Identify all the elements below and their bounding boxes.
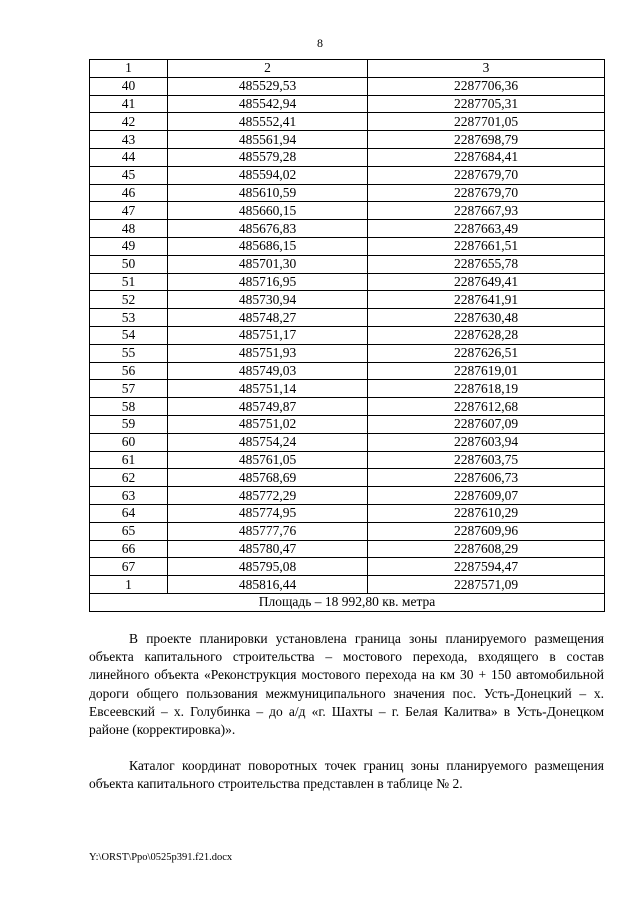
cell-point: 61 — [90, 451, 168, 469]
cell-y: 2287628,28 — [368, 326, 605, 344]
footer-file-path: Y:\ORST\Ppo\0525p391.f21.docx — [89, 852, 233, 863]
area-row — [90, 593, 605, 611]
table-row — [90, 131, 605, 149]
cell-x: 485795,08 — [168, 558, 368, 576]
cell-x: 485676,83 — [168, 220, 368, 238]
cell-y: 2287630,48 — [368, 309, 605, 327]
cell-x: 485701,30 — [168, 255, 368, 273]
cell-x: 485777,76 — [168, 522, 368, 540]
cell-point: 59 — [90, 415, 168, 433]
area-cell: Площадь – 18 992,80 кв. метра — [90, 593, 605, 611]
cell-point: 67 — [90, 558, 168, 576]
paragraph-catalog-reference: Каталог координат поворотных точек границ зоны планируемого размещения объекта капитального строительства представлен в таблице № 2. — [89, 758, 604, 792]
cell-x: 485542,94 — [168, 95, 368, 113]
cell-x: 485660,15 — [168, 202, 368, 220]
cell-point: 49 — [90, 237, 168, 255]
cell-y: 2287603,75 — [368, 451, 605, 469]
cell-y: 2287684,41 — [368, 148, 605, 166]
cell-x: 485748,27 — [168, 309, 368, 327]
cell-point: 53 — [90, 309, 168, 327]
table-row — [90, 558, 605, 576]
header-cell-point: 1 — [90, 60, 168, 78]
cell-y: 2287679,70 — [368, 184, 605, 202]
cell-x: 485751,14 — [168, 380, 368, 398]
table-row — [90, 166, 605, 184]
cell-y: 2287698,79 — [368, 131, 605, 149]
cell-x: 485579,28 — [168, 148, 368, 166]
cell-y: 2287641,91 — [368, 291, 605, 309]
table-row — [90, 522, 605, 540]
cell-y: 2287655,78 — [368, 255, 605, 273]
table-row — [90, 326, 605, 344]
cell-y: 2287609,07 — [368, 487, 605, 505]
cell-point: 48 — [90, 220, 168, 238]
table-row — [90, 113, 605, 131]
cell-x: 485774,95 — [168, 504, 368, 522]
cell-y: 2287706,36 — [368, 77, 605, 95]
cell-y: 2287619,01 — [368, 362, 605, 380]
table-row — [90, 380, 605, 398]
cell-x: 485594,02 — [168, 166, 368, 184]
table-row — [90, 309, 605, 327]
cell-x: 485751,02 — [168, 415, 368, 433]
table-row — [90, 415, 605, 433]
cell-y: 2287661,51 — [368, 237, 605, 255]
cell-point: 40 — [90, 77, 168, 95]
cell-x: 485730,94 — [168, 291, 368, 309]
cell-x: 485780,47 — [168, 540, 368, 558]
table-row — [90, 202, 605, 220]
cell-x: 485749,03 — [168, 362, 368, 380]
cell-x: 485816,44 — [168, 576, 368, 594]
cell-y: 2287667,93 — [368, 202, 605, 220]
table-row — [90, 540, 605, 558]
cell-point: 66 — [90, 540, 168, 558]
cell-y: 2287618,19 — [368, 380, 605, 398]
cell-x: 485768,69 — [168, 469, 368, 487]
cell-x: 485610,59 — [168, 184, 368, 202]
table-row — [90, 487, 605, 505]
table-row — [90, 255, 605, 273]
header-cell-x: 2 — [168, 60, 368, 78]
cell-point: 51 — [90, 273, 168, 291]
cell-point: 41 — [90, 95, 168, 113]
cell-x: 485552,41 — [168, 113, 368, 131]
cell-point: 43 — [90, 131, 168, 149]
cell-y: 2287610,29 — [368, 504, 605, 522]
table-row — [90, 469, 605, 487]
cell-point: 57 — [90, 380, 168, 398]
cell-point: 47 — [90, 202, 168, 220]
table-header-row — [90, 60, 605, 78]
cell-x: 485751,93 — [168, 344, 368, 362]
table-row — [90, 398, 605, 416]
table-row — [90, 237, 605, 255]
table-row — [90, 273, 605, 291]
cell-y: 2287606,73 — [368, 469, 605, 487]
table-row — [90, 77, 605, 95]
cell-point: 50 — [90, 255, 168, 273]
cell-point: 60 — [90, 433, 168, 451]
cell-y: 2287701,05 — [368, 113, 605, 131]
cell-x: 485686,15 — [168, 237, 368, 255]
cell-point: 54 — [90, 326, 168, 344]
cell-point: 46 — [90, 184, 168, 202]
paragraph-boundary-description: В проекте планировки установлена граница зоны планируемого размещения объекта капитального строительства – мостового перехода, входящего в состав линейного объекта «Реконструкция мостового перехода на км 30 + 150 автомобильной дороги общего пользования межмуниципального значения пос. Усть-Донецкий – х. Евсеевский – х. Голубинка – до а/д «г. Шахты – г. Белая Калитва» в Усть-Донецком районе (корректировка)». — [89, 631, 604, 738]
header-cell-y: 3 — [368, 60, 605, 78]
table-row — [90, 362, 605, 380]
cell-x: 485751,17 — [168, 326, 368, 344]
cell-y: 2287649,41 — [368, 273, 605, 291]
page-number: 8 — [317, 36, 323, 50]
cell-point: 62 — [90, 469, 168, 487]
cell-point: 63 — [90, 487, 168, 505]
cell-point: 55 — [90, 344, 168, 362]
cell-y: 2287603,94 — [368, 433, 605, 451]
table-row — [90, 344, 605, 362]
cell-x: 485716,95 — [168, 273, 368, 291]
cell-point: 44 — [90, 148, 168, 166]
cell-point: 65 — [90, 522, 168, 540]
cell-y: 2287612,68 — [368, 398, 605, 416]
cell-x: 485749,87 — [168, 398, 368, 416]
cell-y: 2287571,09 — [368, 576, 605, 594]
cell-y: 2287626,51 — [368, 344, 605, 362]
cell-x: 485561,94 — [168, 131, 368, 149]
table-row — [90, 220, 605, 238]
table-row — [90, 184, 605, 202]
coordinates-table — [89, 59, 605, 612]
cell-y: 2287663,49 — [368, 220, 605, 238]
cell-point: 64 — [90, 504, 168, 522]
cell-y: 2287609,96 — [368, 522, 605, 540]
cell-point: 52 — [90, 291, 168, 309]
table-row — [90, 451, 605, 469]
table-row — [90, 95, 605, 113]
cell-x: 485529,53 — [168, 77, 368, 95]
table-row — [90, 433, 605, 451]
cell-point: 42 — [90, 113, 168, 131]
table-row — [90, 576, 605, 594]
cell-y: 2287594,47 — [368, 558, 605, 576]
cell-x: 485754,24 — [168, 433, 368, 451]
cell-y: 2287679,70 — [368, 166, 605, 184]
table-row — [90, 148, 605, 166]
cell-y: 2287607,09 — [368, 415, 605, 433]
cell-point: 45 — [90, 166, 168, 184]
table-row — [90, 291, 605, 309]
cell-x: 485772,29 — [168, 487, 368, 505]
cell-y: 2287705,31 — [368, 95, 605, 113]
cell-point: 1 — [90, 576, 168, 594]
cell-point: 58 — [90, 398, 168, 416]
cell-x: 485761,05 — [168, 451, 368, 469]
cell-y: 2287608,29 — [368, 540, 605, 558]
cell-point: 56 — [90, 362, 168, 380]
table-row — [90, 504, 605, 522]
